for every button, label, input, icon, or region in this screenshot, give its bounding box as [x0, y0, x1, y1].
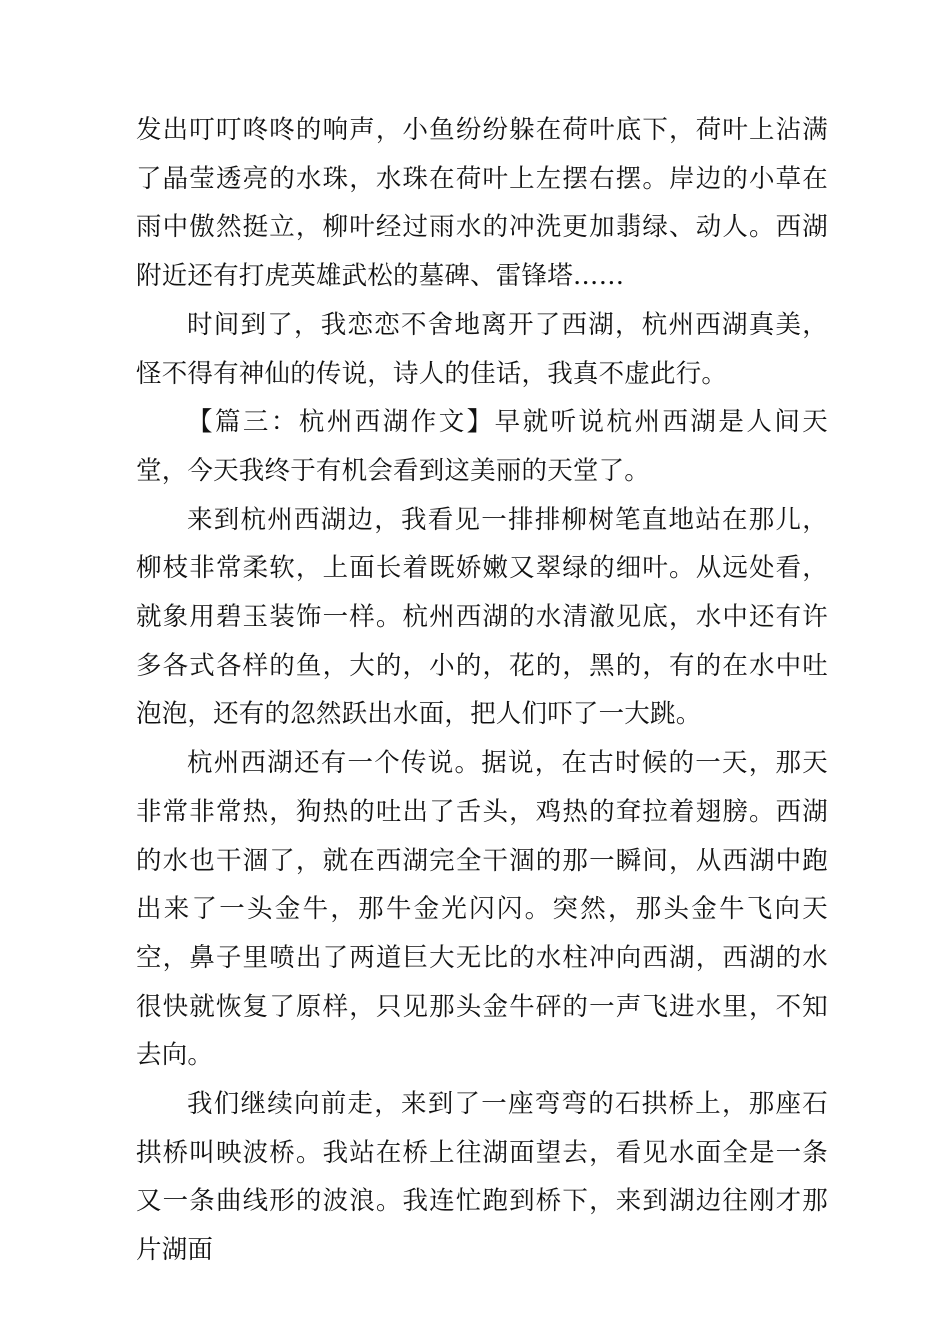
paragraph-golden-ox-legend: 杭州西湖还有一个传说。据说，在古时候的一天，那天非常非常热，狗热的吐出了舌头，鸡热的耷拉着翅膀。西湖的水也干涸了，就在西湖完全干涸的那一瞬间，从西湖中跑出来了一头金牛，那牛金光闪闪。突然，那头金牛飞向天空，鼻子里喷出了两道巨大无比的水柱冲向西湖，西湖的水很快就恢复了原样，只见那头金牛砰的一声飞进水里，不知去向。 [136, 748, 828, 1071]
paragraph-willows-and-fish: 来到杭州西湖边，我看见一排排柳树笔直地站在那儿，柳枝非常柔软，上面长着既娇嫩又翠绿的细叶。从远处看，就象用碧玉装饰一样。杭州西湖的水清澈见底，水中还有许多各式各样的鱼，大的，小的，花的，黑的，有的在水中吐泡泡，还有的忽然跃出水面，把人们吓了一大跳。 [136, 504, 828, 730]
paragraph-stone-bridge: 我们继续向前走，来到了一座弯弯的石拱桥上，那座石拱桥叫映波桥。我站在桥上往湖面望去，看见水面全是一条又一条曲线形的波浪。我连忙跑到桥下，来到湖边往刚才那片湖面 [136, 1089, 828, 1266]
paragraph-leaving-west-lake: 时间到了，我恋恋不舍地离开了西湖，杭州西湖真美，怪不得有神仙的传说，诗人的佳话，我真不虚此行。 [136, 309, 828, 389]
paragraph-continuation: 发出叮叮咚咚的响声，小鱼纷纷躲在荷叶底下，荷叶上沾满了晶莹透亮的水珠，水珠在荷叶上左摆右摆。岸边的小草在雨中傲然挺立，柳叶经过雨水的冲洗更加翡绿、动人。西湖附近还有打虎英雄武松的墓碑、雷锋塔…… [136, 115, 828, 292]
paragraph-part-three-intro [136, 398, 828, 495]
section-heading: 【篇三：杭州西湖作文】 [187, 407, 495, 438]
document-body [136, 106, 828, 1275]
paragraph-text: 早就听说杭州西湖是人间天堂，今天我终于有机会看到这美丽的天堂了。 [136, 407, 829, 486]
